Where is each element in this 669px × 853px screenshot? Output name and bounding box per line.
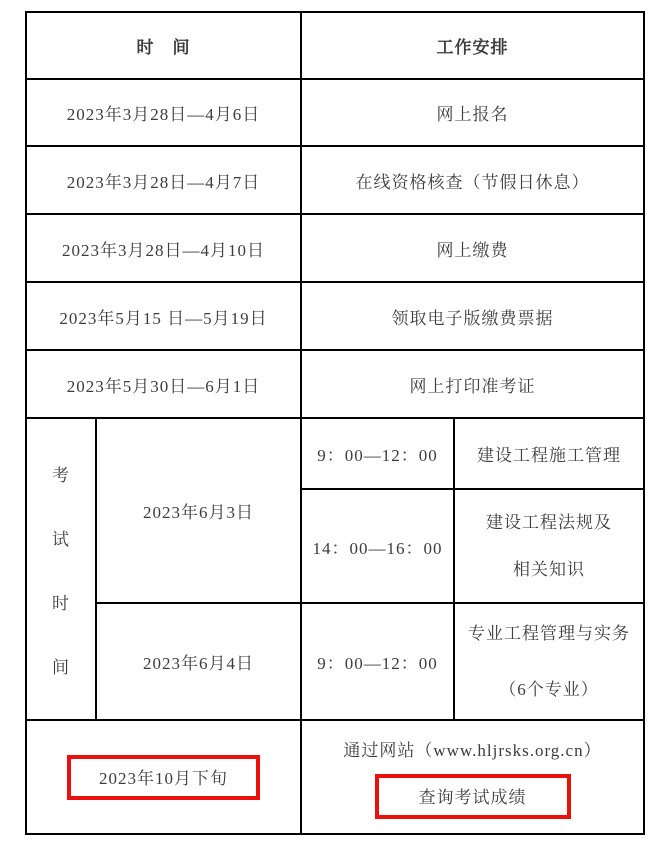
- subject-line: 相关知识: [513, 560, 585, 579]
- table-row: [26, 282, 644, 350]
- website-line: 通过网站（www.hljrsks.org.cn）: [343, 740, 602, 760]
- result-work-cell: [301, 720, 644, 834]
- label-char: 间: [52, 657, 70, 677]
- time-cell: 2023年3月28日—4月6日: [26, 79, 301, 146]
- subject-cell: 建设工程施工管理: [454, 418, 644, 489]
- label-char: 考: [52, 465, 70, 485]
- exam-row-3: [26, 603, 644, 720]
- exam-time-label-cell: [26, 418, 96, 720]
- time-cell: 2023年5月30日—6月1日: [26, 350, 301, 418]
- subject-line: 建设工程法规及: [486, 513, 612, 532]
- subject-line: （6个专业）: [499, 679, 599, 699]
- table-row: [26, 146, 644, 214]
- table-row: [26, 79, 644, 146]
- work-cell: 网上报名: [301, 79, 644, 146]
- result-work-content: [302, 736, 643, 819]
- result-date-highlight: 2023年10月下旬: [67, 755, 260, 800]
- work-cell: 在线资格核查（节假日休息）: [301, 146, 644, 214]
- header-work: 工作安排: [301, 12, 644, 79]
- label-char: 试: [52, 529, 70, 549]
- table-row: [26, 214, 644, 282]
- exam-time-vertical-label: [27, 461, 95, 678]
- work-cell: 网上打印准考证: [301, 350, 644, 418]
- result-time-cell: [26, 720, 301, 834]
- session-time-cell: 9：00—12：00: [301, 418, 454, 489]
- subject-cell: [454, 489, 644, 603]
- exam-date-cell: 2023年6月4日: [96, 603, 301, 720]
- result-action-highlight: 查询考试成绩: [375, 774, 571, 819]
- exam-date-cell: 2023年6月3日: [96, 418, 301, 603]
- time-cell: 2023年3月28日—4月7日: [26, 146, 301, 214]
- session-time-cell: 9：00—12：00: [301, 603, 454, 720]
- time-cell: 2023年3月28日—4月10日: [26, 214, 301, 282]
- subject-cell: [454, 603, 644, 720]
- work-cell: 网上缴费: [301, 214, 644, 282]
- exam-row-1: [26, 418, 644, 489]
- time-cell: 2023年5月15 日—5月19日: [26, 282, 301, 350]
- exam-schedule-table: [25, 11, 645, 835]
- table-row: [26, 350, 644, 418]
- session-time-cell: 14：00—16：00: [301, 489, 454, 603]
- result-row: [26, 720, 644, 834]
- header-row: [26, 12, 644, 79]
- header-time: 时 间: [26, 12, 301, 79]
- label-char: 时: [52, 593, 70, 613]
- work-cell: 领取电子版缴费票据: [301, 282, 644, 350]
- subject-line: 专业工程管理与实务: [468, 623, 630, 643]
